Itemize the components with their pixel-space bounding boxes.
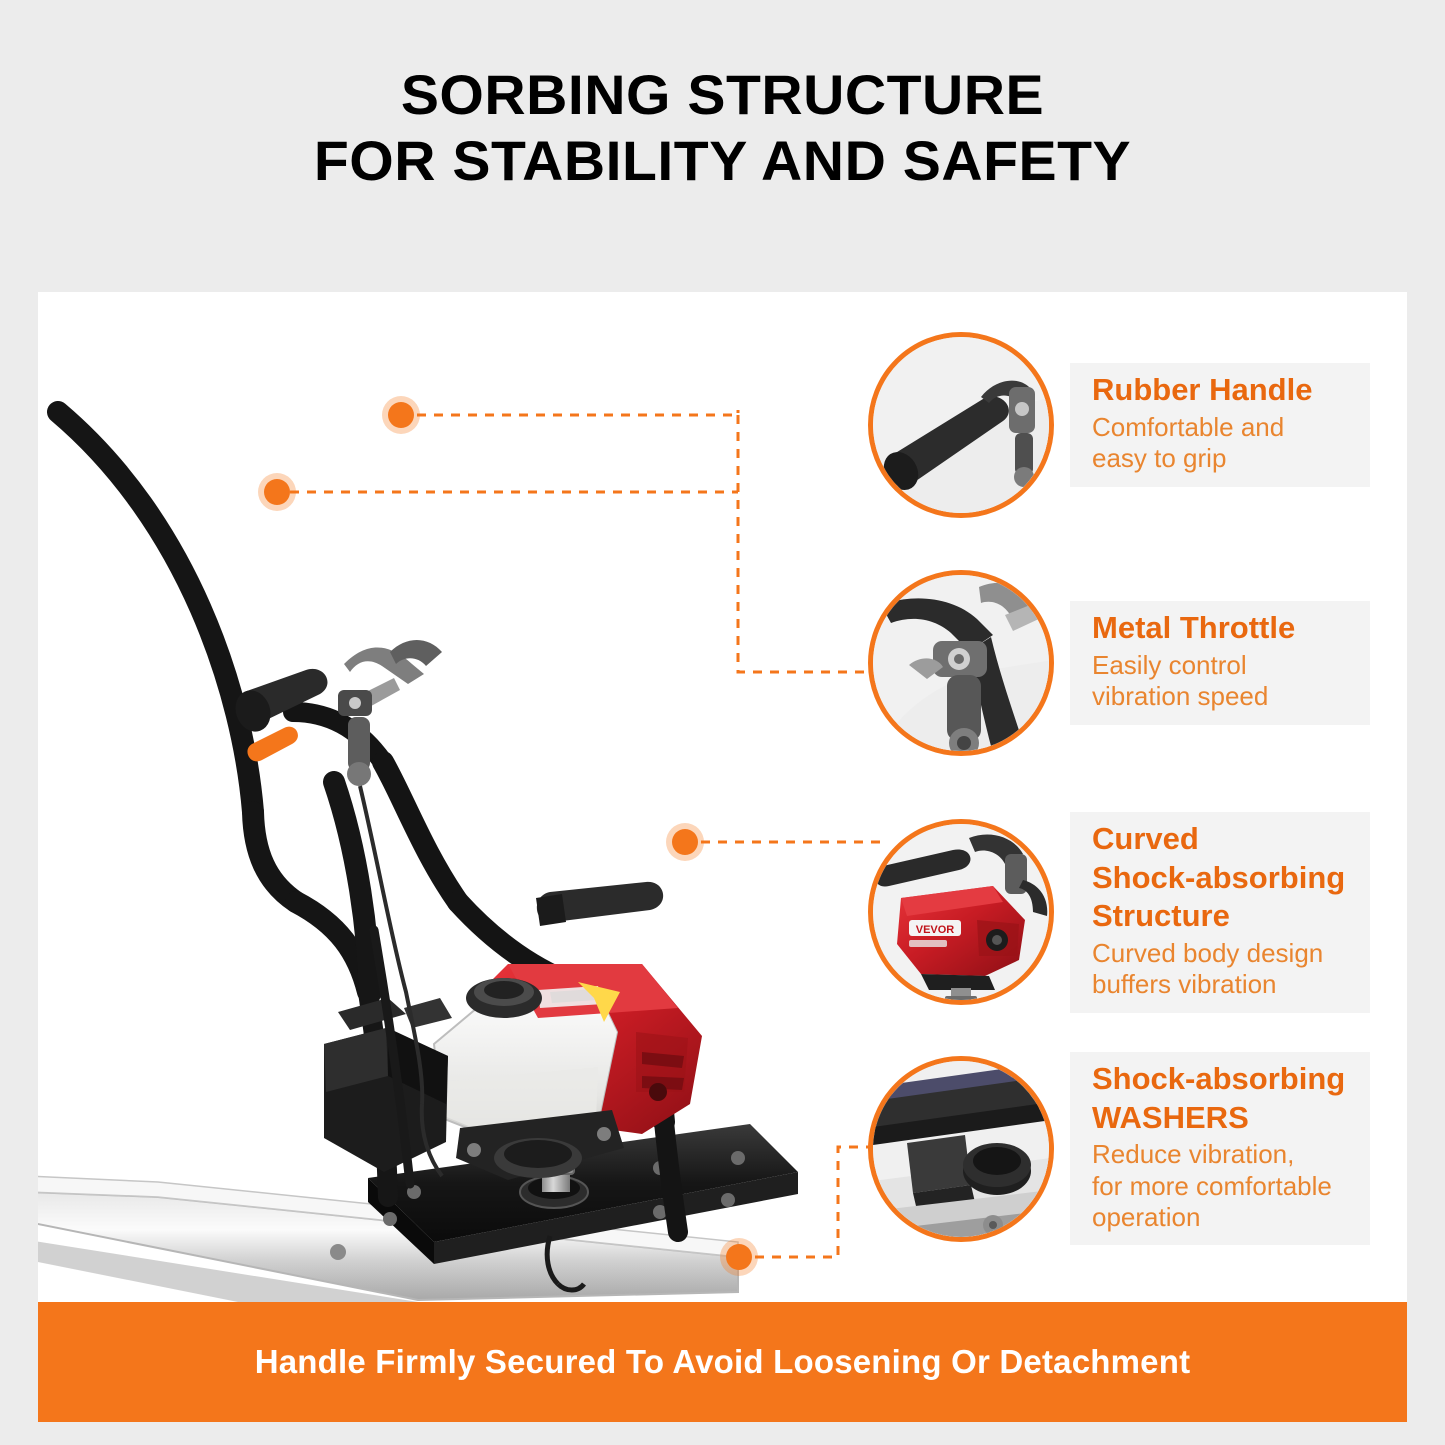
rear-handle-frame xyxy=(58,412,368,992)
washer-mount-closeup-icon xyxy=(868,1056,1054,1242)
callout-dot-engine-body xyxy=(672,829,698,855)
feature-title: Rubber Handle xyxy=(1092,372,1313,408)
metal-throttle-closeup-icon xyxy=(868,570,1054,756)
feature-desc-line-1: Easily control xyxy=(1092,650,1247,681)
svg-text:VEVOR: VEVOR xyxy=(915,924,955,937)
feature-title: Metal Throttle xyxy=(1092,610,1296,646)
feature-rubber-handle[interactable] xyxy=(868,332,1370,518)
feature-desc-line-2: vibration speed xyxy=(1092,681,1269,712)
carry-handle xyxy=(536,882,663,926)
footer-text: Handle Firmly Secured To Avoid Loosening Or Detachment xyxy=(254,1343,1191,1380)
rubber-handle-closeup-icon xyxy=(868,332,1054,518)
feature-desc-line-1: Curved body design xyxy=(1092,938,1324,969)
washers-text xyxy=(1070,1052,1370,1245)
feature-desc-line-1: Comfortable and xyxy=(1092,412,1285,443)
feature-metal-throttle[interactable] xyxy=(868,570,1370,756)
feature-title-line-2: Shock-absorbing xyxy=(1092,859,1346,895)
callout-dot-throttle-grip xyxy=(264,479,290,505)
engine-body-closeup-icon xyxy=(868,819,1054,1005)
feature-desc-line-3: operation xyxy=(1092,1201,1201,1232)
page-title xyxy=(0,62,1445,194)
feature-title-line-1: Shock-absorbing xyxy=(1092,1061,1346,1096)
curved-structure-text xyxy=(1070,812,1370,1013)
footer-banner xyxy=(38,1302,1407,1422)
recoil-starter xyxy=(466,978,542,1018)
feature-desc-line-2: buffers vibration xyxy=(1092,969,1277,1000)
callout-dot-rubber-handle xyxy=(388,402,414,428)
callout-dot-base-washers xyxy=(726,1244,752,1270)
feature-shock-absorbing-washers[interactable] xyxy=(868,1052,1370,1245)
feature-desc-line-2: for more comfortable xyxy=(1092,1170,1332,1201)
metal-throttle-text xyxy=(1070,601,1370,724)
feature-desc-line-2: easy to grip xyxy=(1092,443,1227,474)
feature-title-line-2: WASHERS xyxy=(1092,1099,1249,1135)
page-title-line-2: FOR STABILITY AND SAFETY xyxy=(313,129,1132,193)
page-title-line-1: SORBING STRUCTURE xyxy=(400,63,1045,126)
feature-desc-line-1: Reduce vibration, xyxy=(1092,1139,1295,1170)
feature-curved-structure[interactable] xyxy=(868,812,1370,1013)
feature-title-line-3: Structure xyxy=(1092,898,1230,934)
feature-title-line-1: Curved xyxy=(1092,821,1199,856)
rubber-handle-text xyxy=(1070,363,1370,486)
